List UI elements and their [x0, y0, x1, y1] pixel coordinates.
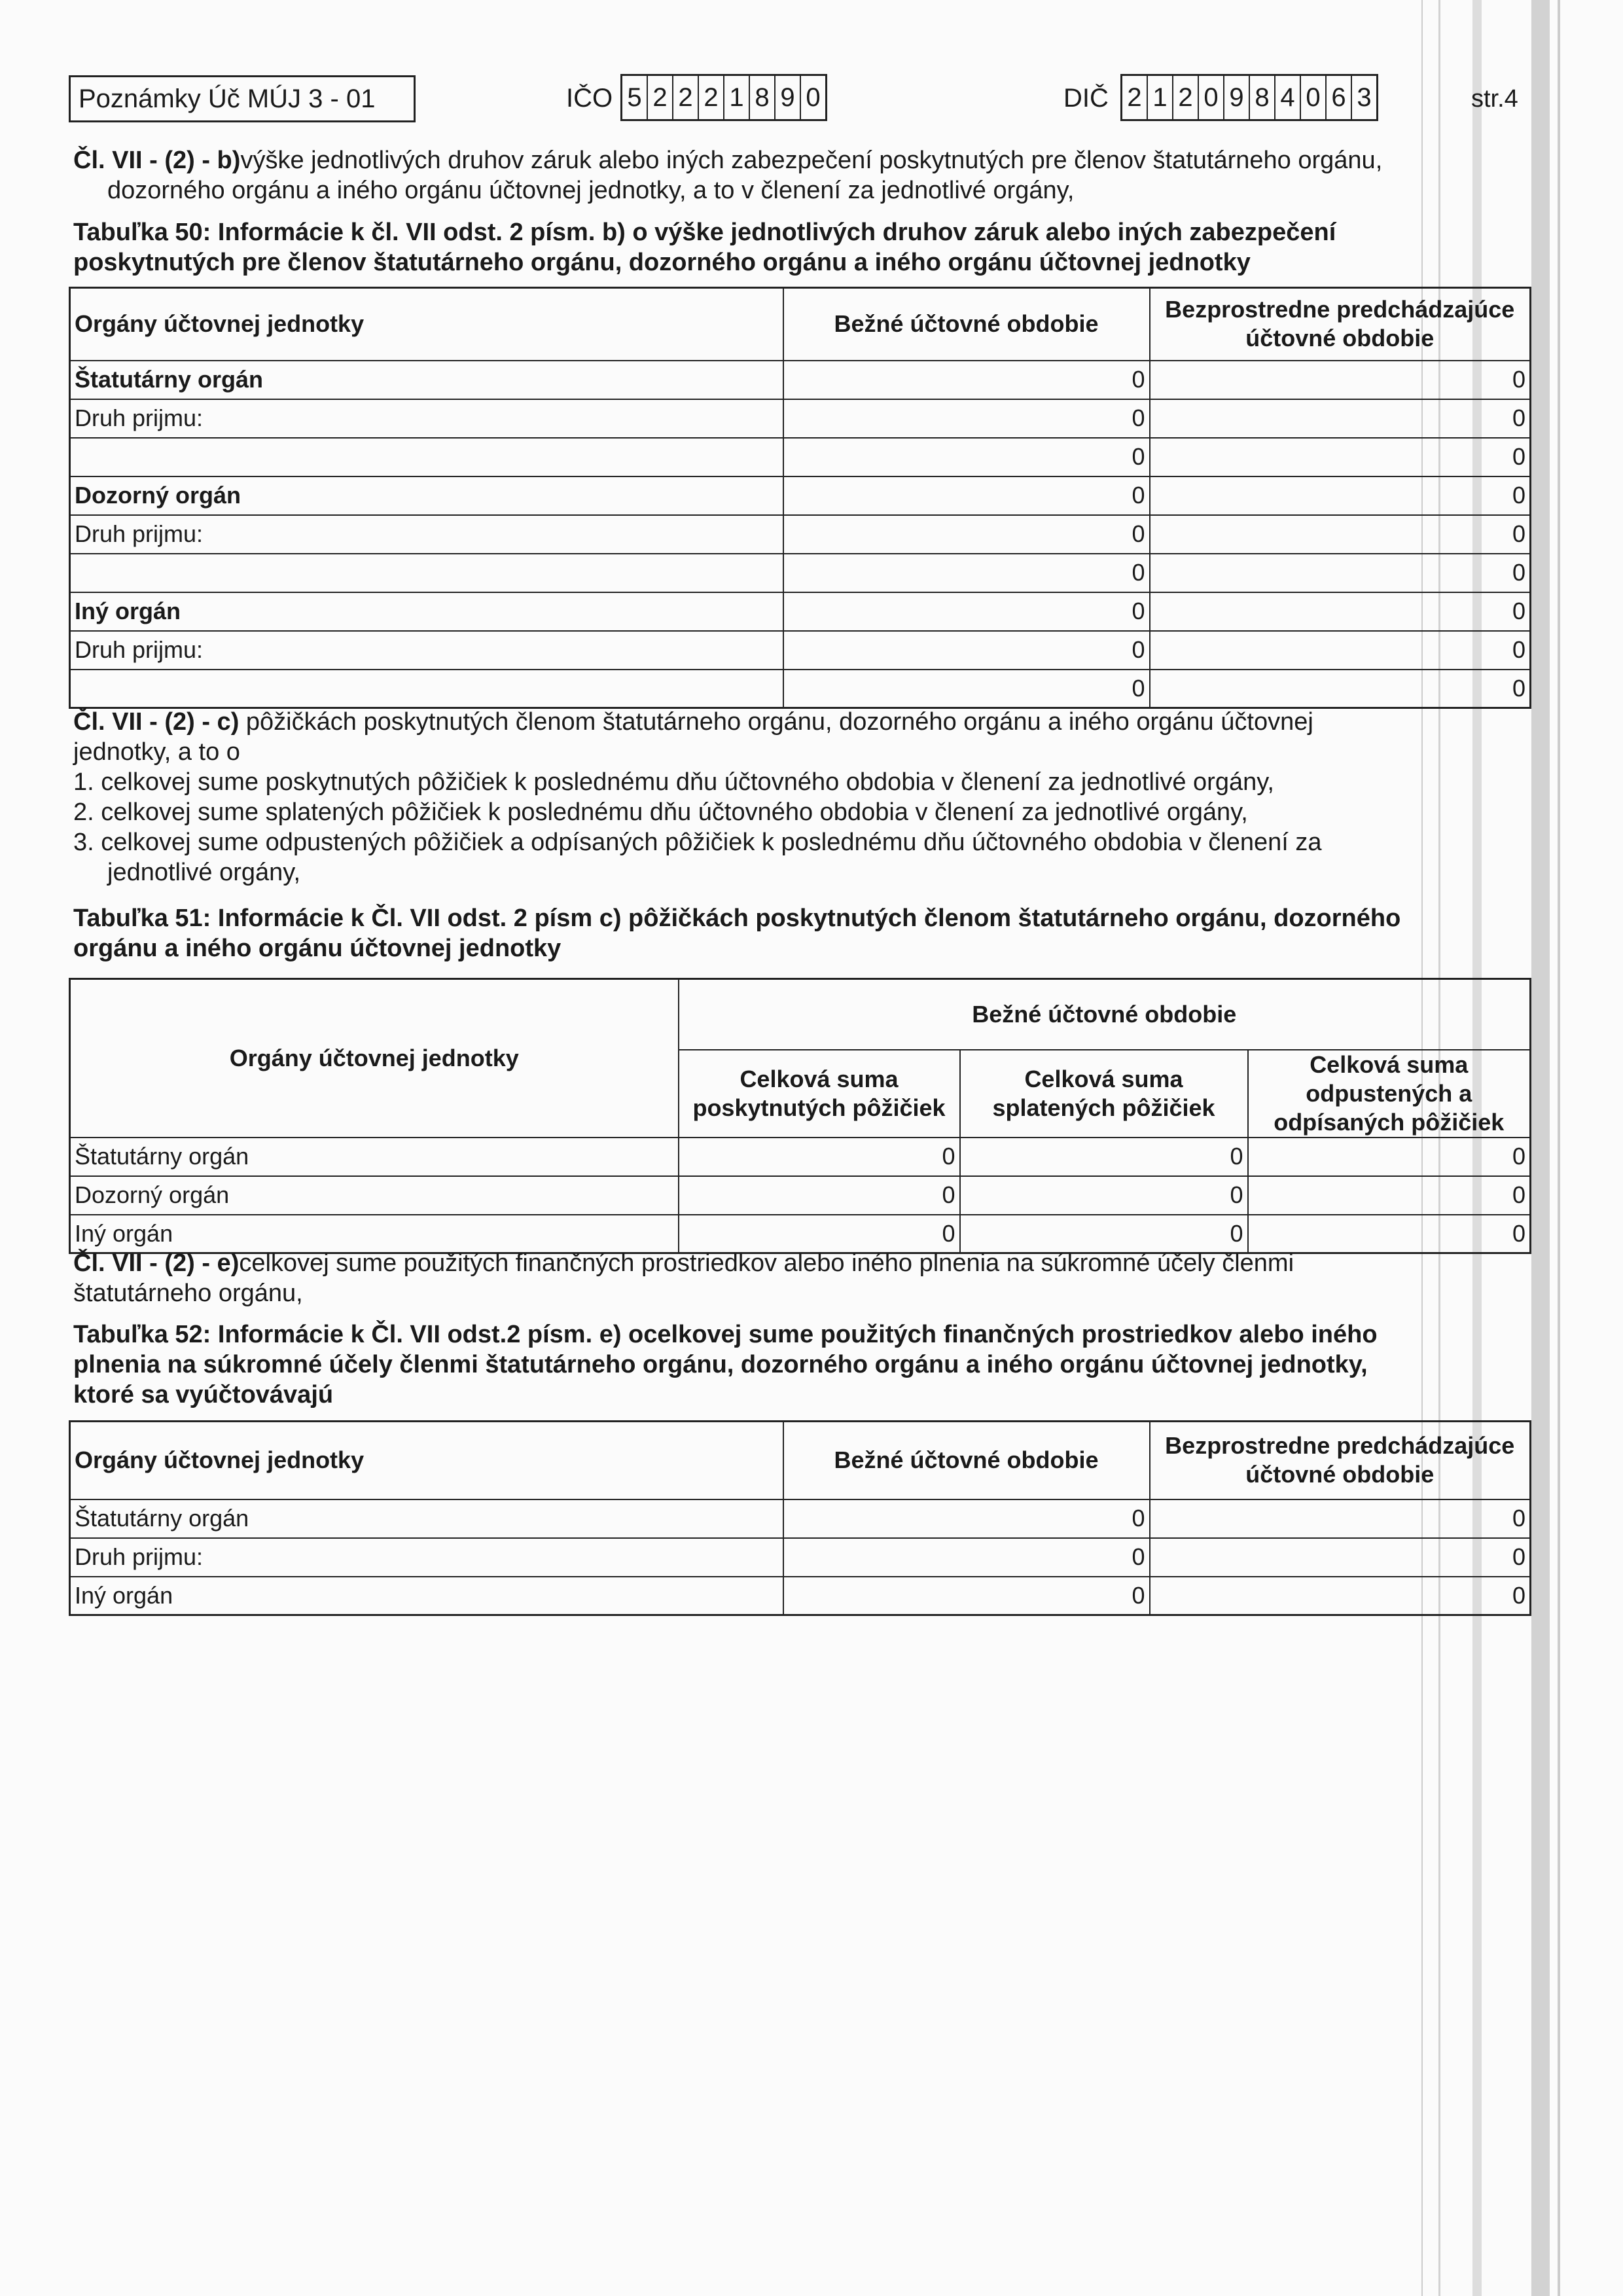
- table51-title-line1: Tabuľka 51: Informácie k Čl. VII odst. 2 písm c) pôžičkách poskytnutých členom štatutárneho orgánu, dozorného: [73, 905, 1401, 932]
- table50-title-line1: Tabuľka 50: Informácie k čl. VII odst. 2 písm. b) o výške jednotlivých druhov záruk alebo iných zabezpečení: [73, 219, 1336, 246]
- previous-period-value: 0: [1150, 515, 1531, 554]
- loan-value: 0: [960, 1215, 1248, 1253]
- table52-title-line2: plnenia na súkromné účely členmi štatutárneho orgánu, dozorného orgánu a iného orgánu účtovnej jednotky,: [73, 1351, 1368, 1378]
- current-period-value: 0: [783, 361, 1150, 399]
- table-row: [70, 592, 1531, 631]
- table50-title-line2: poskytnutých pre členov štatutárneho orgánu, dozorného orgánu a iného orgánu účtovnej jednotky: [73, 249, 1251, 276]
- section-c-item3: 3. celkovej sume odpustených pôžičiek a odpísaných pôžičiek k poslednému dňu účtovného obdobia v členení za: [73, 829, 1322, 856]
- section-b-line1-text: výške jednotlivých druhov záruk alebo iných zabezpečení poskytnutých pre členov štatutárneho orgánu,: [240, 147, 1383, 174]
- table-row: [70, 361, 1531, 399]
- table52-title-line1: Tabuľka 52: Informácie k Čl. VII odst.2 písm. e) ocelkovej sume použitých finančných prostriedkov alebo iného: [73, 1321, 1378, 1348]
- ico-digit: 9: [776, 76, 801, 119]
- ico-digit: 5: [622, 76, 648, 119]
- row-label: Štatutárny orgán: [70, 1138, 679, 1176]
- row-label: Druh prijmu:: [70, 515, 783, 554]
- ico-digit: 2: [699, 76, 724, 119]
- table51-header-org: Orgány účtovnej jednotky: [70, 979, 679, 1138]
- table52-header-org: Orgány účtovnej jednotky: [70, 1422, 783, 1499]
- dic-label: DIČ: [1063, 84, 1109, 113]
- previous-period-value: 0: [1150, 670, 1531, 708]
- form-title: [69, 75, 416, 122]
- previous-period-value: 0: [1150, 592, 1531, 631]
- scan-streak: [1558, 0, 1560, 2296]
- current-period-value: 0: [783, 438, 1150, 476]
- table52-header-previous: Bezprostredne predchádzajúce účtovné obdobie: [1150, 1422, 1531, 1499]
- page-number: str.4: [1471, 85, 1518, 113]
- section-c-item3-cont: jednotlivé orgány,: [107, 859, 301, 886]
- previous-period-value: 0: [1150, 554, 1531, 592]
- previous-period-value: 0: [1150, 438, 1531, 476]
- current-period-value: 0: [783, 515, 1150, 554]
- section-c-item2: 2. celkovej sume splatených pôžičiek k poslednému dňu účtovného obdobia v členení za jednotlivé orgány,: [73, 798, 1248, 826]
- ico-digit-boxes: [620, 74, 827, 121]
- current-period-value: 0: [783, 631, 1150, 670]
- table-row: [70, 554, 1531, 592]
- table51-subheader-repaid: Celková suma splatených pôžičiek: [960, 1050, 1248, 1138]
- current-period-value: 0: [783, 1499, 1150, 1538]
- table52-header-current: Bežné účtovné obdobie: [783, 1422, 1150, 1499]
- dic-digit: 4: [1275, 76, 1301, 119]
- loan-value: 0: [960, 1138, 1248, 1176]
- row-label: Iný orgán: [70, 592, 783, 631]
- table52-header-row: [70, 1422, 1531, 1499]
- table-row: [70, 515, 1531, 554]
- table-row: [70, 1215, 1531, 1253]
- previous-period-value: 0: [1150, 631, 1531, 670]
- section-e-line2: štatutárneho orgánu,: [73, 1280, 303, 1307]
- row-label: Dozorný orgán: [70, 476, 783, 515]
- dic-digit-boxes: [1120, 74, 1378, 121]
- dic-digit: 2: [1122, 76, 1148, 119]
- current-period-value: 0: [783, 399, 1150, 438]
- section-e-line1: [73, 1248, 1546, 1278]
- loan-value: 0: [1248, 1215, 1531, 1253]
- table52-title-line3: ktoré sa vyúčtovávajú: [73, 1381, 334, 1408]
- row-label: Iný orgán: [70, 1215, 679, 1253]
- table51-header-row1: [70, 979, 1531, 1050]
- table51-title: [73, 903, 1559, 963]
- loan-value: 0: [1248, 1138, 1531, 1176]
- ico-digit: 2: [648, 76, 673, 119]
- previous-period-value: 0: [1150, 1538, 1531, 1577]
- section-b-line2: dozorného orgánu a iného orgánu účtovnej jednotky, a to v členení za jednotlivé orgány,: [107, 177, 1075, 204]
- dic-digit: 8: [1250, 76, 1275, 119]
- previous-period-value: 0: [1150, 361, 1531, 399]
- previous-period-value: 0: [1150, 399, 1531, 438]
- table52-title: [73, 1319, 1565, 1410]
- table51-header-period: Bežné účtovné obdobie: [679, 979, 1531, 1050]
- row-label: [70, 670, 783, 708]
- ico-label: IČO: [566, 84, 613, 113]
- section-c-line1: [73, 707, 1546, 737]
- current-period-value: 0: [783, 670, 1150, 708]
- loan-value: 0: [960, 1176, 1248, 1215]
- section-e-line1-text: celkovej sume použitých finančných prostriedkov alebo iného plnenia na súkromné účely členmi: [239, 1249, 1294, 1277]
- dic-digit: 3: [1357, 82, 1372, 112]
- table50-header-current: Bežné účtovné obdobie: [783, 288, 1150, 361]
- table51-subheader-forgiven: Celková suma odpustených a odpísaných pôžičiek: [1248, 1050, 1531, 1138]
- previous-period-value: 0: [1150, 1499, 1531, 1538]
- loan-value: 0: [1248, 1176, 1531, 1215]
- current-period-value: 0: [783, 1577, 1150, 1615]
- table-row: [70, 1538, 1531, 1577]
- scan-streak: [1531, 0, 1550, 2296]
- table-row: [70, 670, 1531, 708]
- row-label: [70, 438, 783, 476]
- table51-subheader-provided: Celková suma poskytnutých pôžičiek: [679, 1050, 960, 1138]
- section-c-item1: 1. celkovej sume poskytnutých pôžičiek k poslednému dňu účtovného obdobia v členení za jednotlivé orgány,: [73, 768, 1274, 796]
- section-c-text: [73, 707, 1546, 888]
- row-label: Štatutárny orgán: [70, 1499, 783, 1538]
- dic-digit: 6: [1327, 76, 1352, 119]
- section-e-prefix: Čl. VII - (2) - e): [73, 1249, 240, 1277]
- dic-digit: 1: [1148, 76, 1173, 119]
- loan-value: 0: [679, 1215, 960, 1253]
- table-row: [70, 631, 1531, 670]
- section-c-line2: jednotky, a to o: [73, 738, 240, 766]
- form-title-text: Poznámky Úč MÚJ 3 - 01: [79, 84, 376, 113]
- ico-digit: 1: [724, 76, 750, 119]
- dic-digit: 2: [1173, 76, 1199, 119]
- table51-title-line2: orgánu a iného orgánu účtovnej jednotky: [73, 935, 562, 962]
- table50-header-org: Orgány účtovnej jednotky: [70, 288, 783, 361]
- section-b-text: [73, 145, 1546, 206]
- row-label: Druh prijmu:: [70, 631, 783, 670]
- row-label: Štatutárny orgán: [70, 361, 783, 399]
- row-label: Dozorný orgán: [70, 1176, 679, 1215]
- table-row: [70, 476, 1531, 515]
- section-e-text: [73, 1248, 1546, 1308]
- previous-period-value: 0: [1150, 1577, 1531, 1615]
- section-c-line1-text: pôžičkách poskytnutých členom štatutárneho orgánu, dozorného orgánu a iného orgánu účtovnej: [239, 708, 1313, 736]
- table50: [69, 287, 1531, 709]
- table-row: [70, 1499, 1531, 1538]
- current-period-value: 0: [783, 1538, 1150, 1577]
- section-b-line1: [73, 145, 1546, 175]
- table50-header-row: [70, 288, 1531, 361]
- section-c-prefix: Čl. VII - (2) - c): [73, 708, 240, 736]
- ico-digit: 2: [673, 76, 699, 119]
- row-label: Iný orgán: [70, 1577, 783, 1615]
- row-label: [70, 554, 783, 592]
- table-row: [70, 1138, 1531, 1176]
- section-b-prefix: Čl. VII - (2) - b): [73, 147, 241, 174]
- ico-digit: 8: [750, 76, 776, 119]
- table-row: [70, 1176, 1531, 1215]
- table50-header-previous: Bezprostredne predchádzajúce účtovné obdobie: [1150, 288, 1531, 361]
- loan-value: 0: [679, 1138, 960, 1176]
- current-period-value: 0: [783, 554, 1150, 592]
- current-period-value: 0: [783, 592, 1150, 631]
- dic-digit: 0: [1199, 76, 1224, 119]
- row-label: Druh prijmu:: [70, 1538, 783, 1577]
- table52: [69, 1420, 1531, 1616]
- dic-digit: 0: [1301, 76, 1327, 119]
- previous-period-value: 0: [1150, 476, 1531, 515]
- ico-digit: 0: [806, 82, 821, 112]
- table-row: [70, 399, 1531, 438]
- table51: [69, 978, 1531, 1254]
- loan-value: 0: [679, 1176, 960, 1215]
- dic-digit: 9: [1224, 76, 1250, 119]
- table50-title: [73, 217, 1546, 278]
- table-row: [70, 1577, 1531, 1615]
- current-period-value: 0: [783, 476, 1150, 515]
- row-label: Druh prijmu:: [70, 399, 783, 438]
- table-row: [70, 438, 1531, 476]
